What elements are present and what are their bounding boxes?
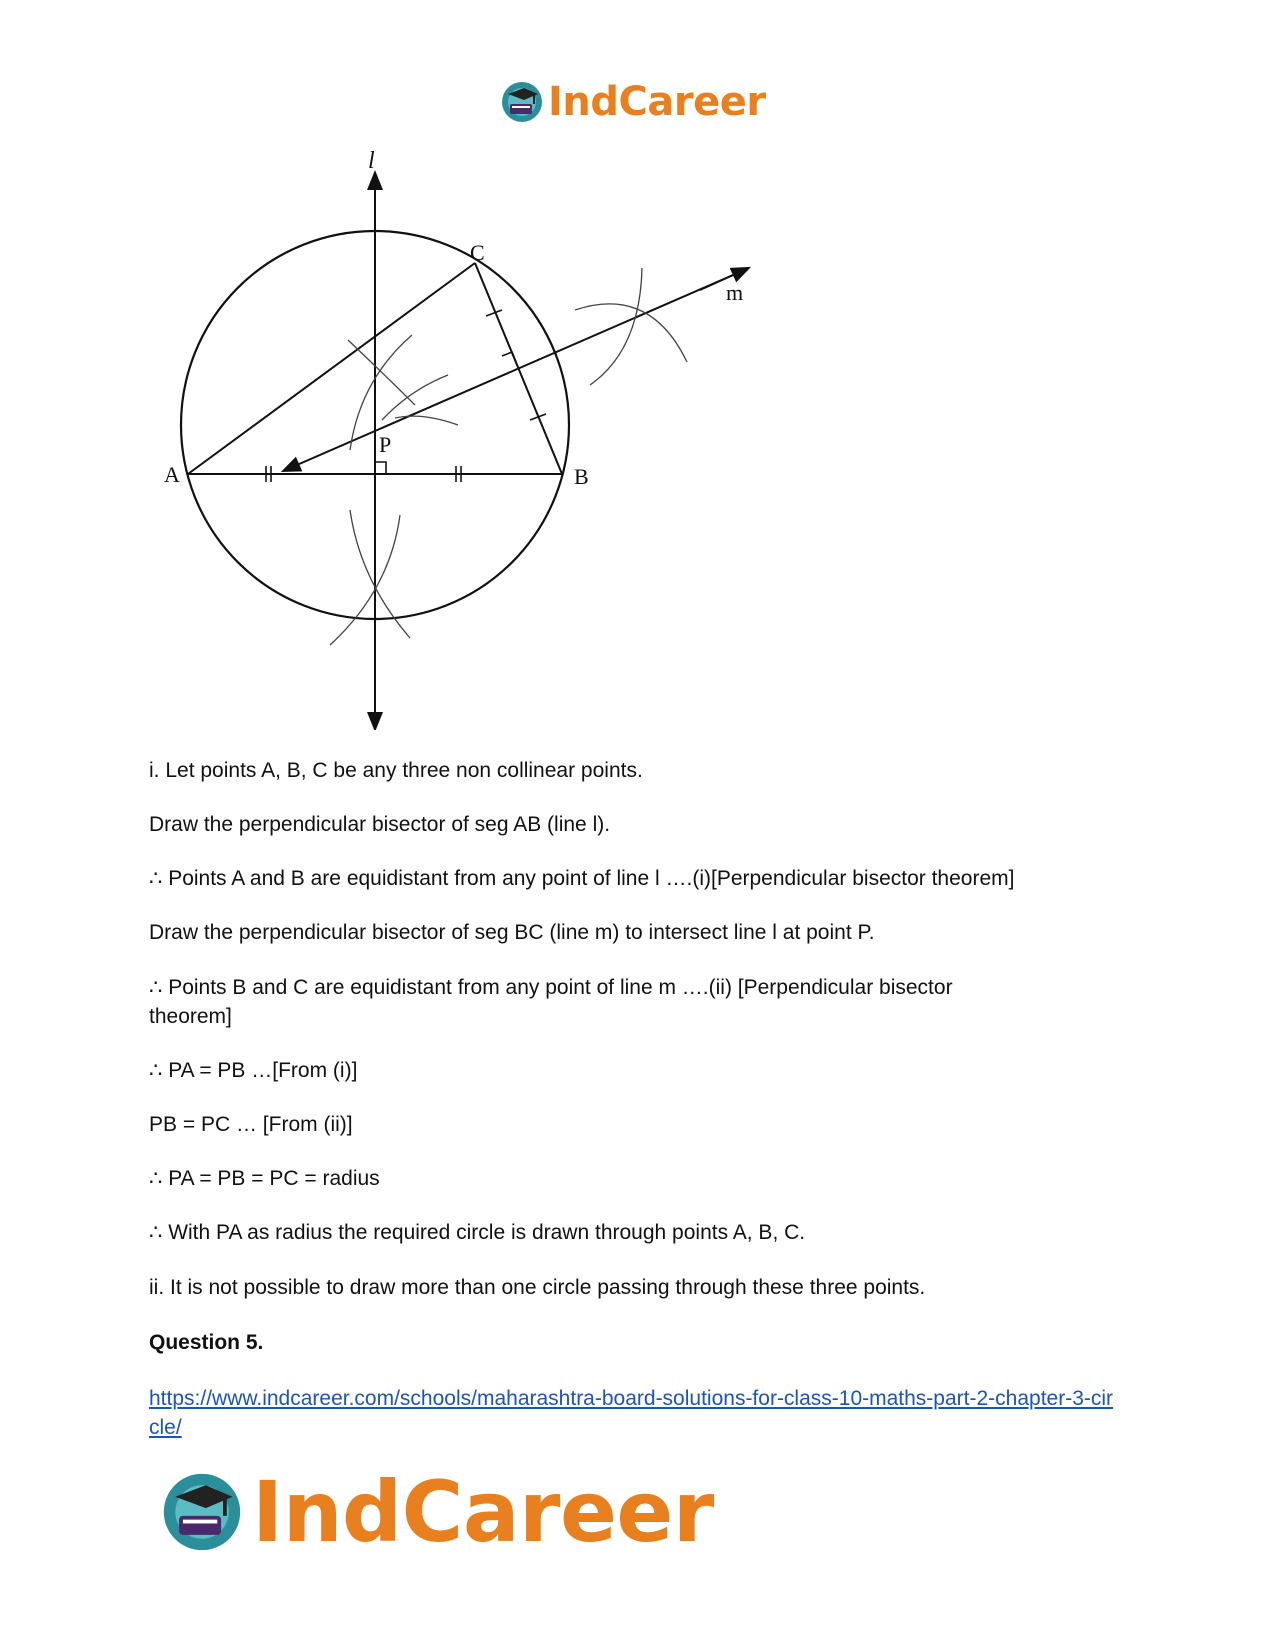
line-m bbox=[290, 272, 740, 468]
label-P: P bbox=[379, 432, 392, 457]
step-9: ∴ With PA as radius the required circle is drawn through points A, B, C. bbox=[149, 1221, 806, 1244]
label-B: B bbox=[574, 464, 589, 489]
step-10: ii. It is not possible to draw more than one circle passing through these three points. bbox=[149, 1276, 926, 1299]
graduation-cap-icon bbox=[160, 1470, 244, 1554]
step-7: PB = PC … [From (ii)] bbox=[149, 1113, 353, 1136]
footer-logo bbox=[160, 1463, 714, 1561]
label-C: C bbox=[470, 240, 485, 265]
step-1: i. Let points A, B, C be any three non collinear points. bbox=[149, 759, 643, 782]
graduation-cap-icon bbox=[500, 80, 544, 124]
step-6: ∴ PA = PB …[From (i)] bbox=[149, 1059, 358, 1082]
header-logo bbox=[500, 78, 766, 126]
label-m: m bbox=[726, 280, 744, 305]
step-4: Draw the perpendicular bisector of seg BC (line m) to intersect line l at point P. bbox=[149, 921, 875, 944]
step-8: ∴ PA = PB = PC = radius bbox=[149, 1167, 380, 1190]
question-heading: Question 5. bbox=[149, 1331, 264, 1354]
geometry-figure bbox=[160, 150, 800, 730]
step-2: Draw the perpendicular bisector of seg AB (line l). bbox=[149, 813, 611, 836]
step-3: ∴ Points A and B are equidistant from any point of line l ….(i)[Perpendicular bisector theorem] bbox=[149, 867, 1015, 890]
step-5: ∴ Points B and C are equidistant from any point of line m ….(ii) [Perpendicular bisector theorem] bbox=[149, 976, 953, 1028]
label-A: A bbox=[164, 462, 180, 487]
brand-name: IndCareer bbox=[252, 1463, 714, 1561]
source-link[interactable]: https://www.indcareer.com/schools/maharashtra-board-solutions-for-class-10-maths-part-2-chapter-3-circle/ bbox=[149, 1387, 1114, 1439]
label-l: l bbox=[368, 150, 375, 174]
brand-name: IndCareer bbox=[548, 79, 766, 125]
